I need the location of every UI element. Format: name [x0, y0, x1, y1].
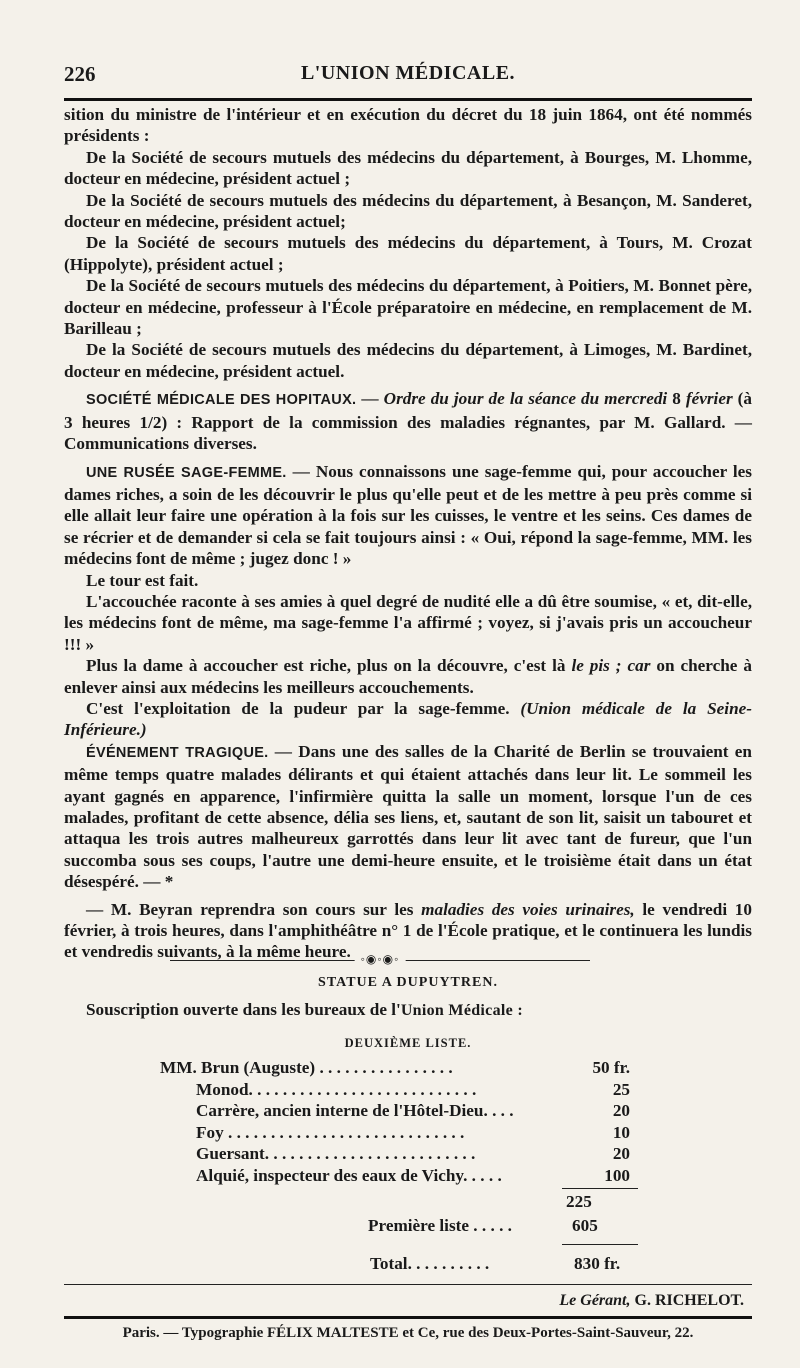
text: le vendredi 10 février, à trois heures, dans l'amphithéâtre n° 1 de l'École pratique, et le continuera les lundis et vendredis suivants, à la même heure. — [64, 899, 752, 962]
month: février — [685, 389, 733, 409]
entry-name: Guersant. . . . . . . . . . . . . . . . . . . . . . . . . — [196, 1144, 476, 1163]
total-amount: 830 fr. — [574, 1254, 621, 1273]
text: Plus la dame à accoucher est riche, plus on la découvre, c'est là — [86, 656, 572, 676]
paragraph-rusee — [64, 461, 752, 570]
heading-societe: SOCIÉTÉ MÉDICALE DES HOPITAUX. — [86, 392, 357, 409]
entry-name: MM. Brun (Auguste) . . . . . . . . . . . . . . . . — [160, 1058, 453, 1077]
source-citation: (Union médicale de la Seine-Inférieure.) — [64, 698, 752, 740]
gerant-rule — [64, 1284, 752, 1285]
journal-name: Union Médicale : — [400, 1002, 523, 1019]
footer-rule — [64, 1316, 752, 1319]
paragraph-tours: De la Société de secours mutuels des médecins du département, à Tours, M. Crozat (Hippolyte), président actuel ; — [64, 233, 752, 274]
entry-amount: 100 — [604, 1165, 630, 1185]
evenement-text: — Dans une des salles de la Charité de Berlin se trouvaient en même temps quatre malades délirants et qui étaient attachés dans leur lit. Le sommeil les ayant gagnés en apparence, l'infirmière quitta la salle un moment, lorsque l'un de ces malades, profitant de cette absence, délia ses liens, et, sautant de son lit, saisit un tabouret et attaqua les trois autres malheureux garrottés dans leur lit avec tant de fureur, que l'un succomba sous ses coups, l'autre une demi-heure ensuite, et le troisième était dans un état désespéré. — * — [64, 741, 752, 892]
text: on cherche à enlever ainsi aux médecins les meilleurs accouchements. — [64, 656, 752, 697]
paragraph-presidents-intro: sition du ministre de l'intérieur et en exécution du décret du 18 juin 1864, ont été nommés présidents : — [64, 105, 752, 146]
paragraph-plus-la-dame — [64, 655, 752, 698]
premiere-liste-amount: 605 — [572, 1216, 598, 1235]
italic-text: maladies des voies urinaires, — [421, 899, 635, 919]
paragraph-exploitation — [64, 698, 752, 741]
paragraph-bourges: De la Société de secours mutuels des médecins du département, à Bourges, M. Lhomme, docteur en médecine, président actuel ; — [64, 147, 752, 189]
heading-evenement: ÉVÉNEMENT TRAGIQUE. — [86, 744, 269, 761]
entry-amount: 20 — [612, 1144, 630, 1163]
date-number: 8 — [667, 389, 686, 409]
entry-amount: 25 — [612, 1079, 630, 1099]
entry-name: Monod. . . . . . . . . . . . . . . . . . . . . . . . . . . — [196, 1079, 477, 1099]
subscription-list — [160, 1058, 630, 1187]
list-title: DEUXIÈME LISTE. — [344, 1036, 472, 1050]
entry-name: Foy . . . . . . . . . . . . . . . . . . . . . . . . . . . . — [196, 1122, 465, 1142]
page-number: 226 — [64, 62, 96, 86]
text: C'est l'exploitation de la pudeur par la sage-femme. — [86, 698, 521, 718]
paragraph-evenement — [64, 741, 752, 893]
page-header — [64, 62, 752, 90]
list-item — [160, 1166, 630, 1188]
list-item — [160, 1144, 630, 1166]
ornamental-rule — [170, 952, 590, 967]
paragraph-besancon: De la Société de secours mutuels des médecins du département, à Besançon, M. Sanderet, docteur en médecine, président actuel; — [64, 190, 752, 232]
subtotal-rule — [562, 1188, 638, 1189]
gerant-label: Le Gérant, — [559, 1292, 631, 1309]
header-rule — [64, 98, 752, 101]
entry-amount: 20 — [612, 1101, 630, 1120]
paragraph-societe-medicale — [64, 388, 752, 454]
text: — M. Beyran reprendra son cours sur les — [86, 899, 422, 919]
list-item — [160, 1080, 630, 1102]
entry-amount: 10 — [612, 1122, 630, 1142]
article-body — [64, 104, 752, 963]
gerant-name: G. RICHELOT. — [630, 1292, 744, 1309]
entry-amount: 50 fr. — [592, 1058, 630, 1077]
ornament-icon: ◦◉◦◉◦ — [355, 952, 406, 967]
gerant-signature — [559, 1292, 744, 1310]
entry-name: Carrère, ancien interne de l'Hôtel-Dieu. . . . — [196, 1101, 514, 1120]
paragraph-accouchee: L'accouchée raconte à ses amies à quel degré de nudité elle a dû être soumise, « et, dit-elle, les médecins font de même, ma sage-femme l'a affirmé ; voyez, si j'avais pris un accoucheur !!! » — [64, 591, 752, 654]
statue-title: STATUE A DUPUYTREN. — [318, 975, 498, 990]
printer-imprint: Paris. — Typographie FÉLIX MALTESTE et Ce, rue des Deux-Portes-Saint-Sauveur, 22. — [122, 1325, 694, 1341]
subtotal-amount: 225 — [566, 1192, 592, 1211]
list-item — [160, 1123, 630, 1145]
total-rule — [562, 1244, 638, 1245]
italic-text: le pis ; car — [571, 656, 651, 676]
running-title: L'UNION MÉDICALE. — [300, 62, 516, 84]
societe-text: (à 3 heures 1/2) : Rapport de la commission des maladies régnantes, par M. Gallard. — Communications diverses. — [64, 389, 752, 454]
paragraph-tour: Le tour est fait. — [86, 570, 199, 590]
entry-name: Alquié, inspecteur des eaux de Vichy. . . . . — [196, 1165, 502, 1185]
list-item — [160, 1101, 630, 1123]
paragraph-poitiers: De la Société de secours mutuels des médecins du département, à Poitiers, M. Bonnet père, docteur en médecine, professeur à l'École préparatoire en médecine, en remplacement de M. Barilleau ; — [64, 276, 752, 339]
dash: — — [356, 389, 384, 409]
souscription-line — [86, 1000, 752, 1020]
paragraph-beyran — [64, 899, 752, 963]
rusee-text: — Nous connaissons une sage-femme qui, pour accoucher les dames riches, a soin de les découvrir le plus qu'elle peut et de les mettre à peu près comme si elle allait leur faire une opération à la fois sur les cuisses, le ventre et les seins. Ces dames de se récrier et de demander si cela se fait toujours ainsi : « Oui, répond la sage-femme, MM. les médecins font de même ; jugez donc ! » — [64, 461, 752, 569]
heading-rusee: UNE RUSÉE SAGE-FEMME. — [86, 464, 287, 481]
text: Souscription ouverte dans les bureaux de l' — [86, 1000, 401, 1019]
paragraph-limoges: De la Société de secours mutuels des médecins du département, à Limoges, M. Bardinet, docteur en médecine, président actuel. — [64, 340, 752, 381]
premiere-liste-label: Première liste . . . . . — [368, 1216, 512, 1235]
ordre-du-jour: Ordre du jour de la séance du mercredi — [383, 389, 668, 409]
total-label: Total. . . . . . . . . . — [370, 1254, 490, 1273]
list-item — [160, 1058, 630, 1080]
